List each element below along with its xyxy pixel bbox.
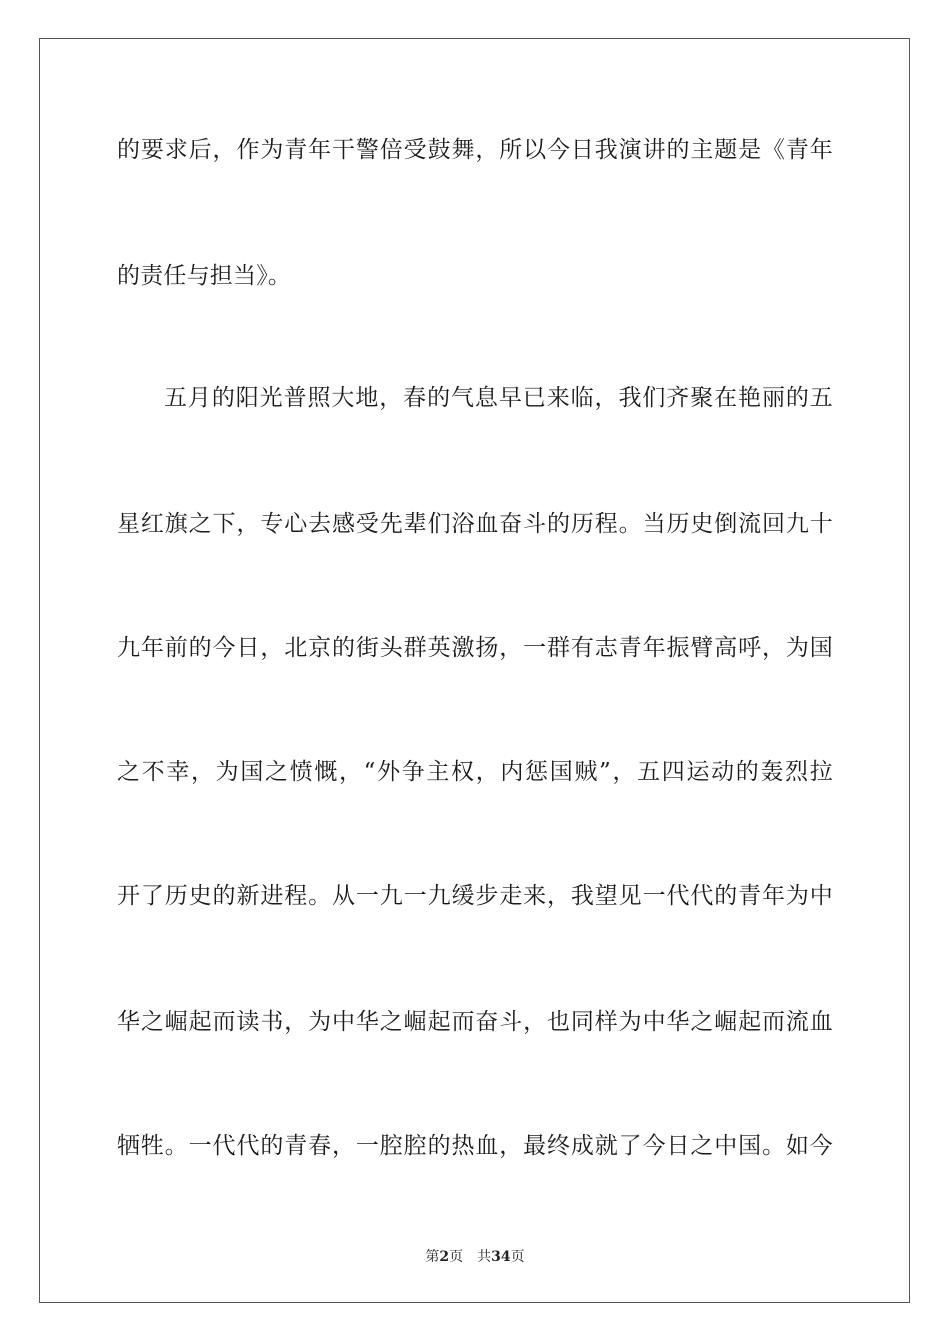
page-footer bbox=[0, 1248, 950, 1266]
text-line-2: 的责任与担当》。 bbox=[117, 263, 292, 289]
text-line-4: 星红旗之下，专心去感受先辈们浴血奋斗的历程。当历史倒流回九十 bbox=[117, 511, 833, 537]
text-line-3: 五月的阳光普照大地，春的气息早已来临，我们齐聚在艳丽的五 bbox=[164, 385, 833, 411]
text-line-8: 华之崛起而读书，为中华之崛起而奋斗，也同样为中华之崛起而流血 bbox=[117, 1009, 833, 1035]
text-line-1: 的要求后，作为青年干警倍受鼓舞，所以今日我演讲的主题是《青年 bbox=[117, 137, 833, 163]
text-line-9: 牺牲。一代代的青春，一腔腔的热血，最终成就了今日之中国。如今 bbox=[117, 1133, 833, 1159]
text-line-7: 开了历史的新进程。从一九一九缓步走来，我望见一代代的青年为中 bbox=[117, 883, 833, 909]
text-line-5: 九年前的今日，北京的街头群英激扬，一群有志青年振臂高呼，为国 bbox=[117, 635, 833, 661]
text-line-6: 之不幸，为国之愤慨，“外争主权，内惩国贼”，五四运动的轰烈拉 bbox=[117, 759, 833, 785]
total-prefix: 共 bbox=[477, 1249, 492, 1265]
page-number: 2 bbox=[439, 1249, 450, 1265]
total-suffix: 页 bbox=[510, 1249, 525, 1265]
total-pages: 34 bbox=[491, 1249, 511, 1265]
page-suffix: 页 bbox=[449, 1249, 464, 1265]
page-border bbox=[39, 38, 910, 1303]
page-prefix: 第 bbox=[425, 1249, 440, 1265]
